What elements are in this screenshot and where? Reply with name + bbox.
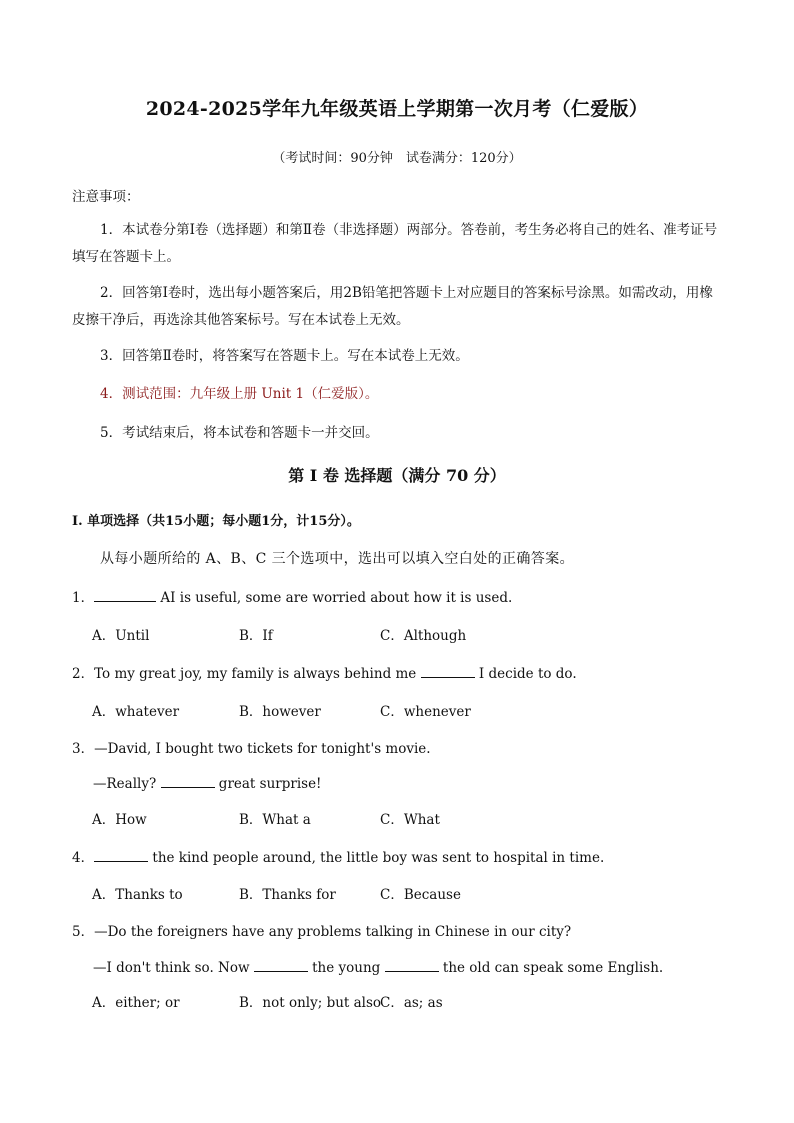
exam-title: 2024-2025学年九年级英语上学期第一次月考（仁爱版） (145, 98, 649, 120)
answer-blank (94, 847, 148, 862)
answer-blank (421, 663, 475, 678)
question-text: great surprise! (218, 776, 322, 792)
option-a: A．How (92, 812, 147, 828)
question-text: AI is useful, some are worried about how it is used. (160, 590, 513, 606)
answer-blank (385, 957, 439, 972)
exam-subtitle: （考试时间：90分钟 试卷满分：120分） (272, 151, 522, 166)
question-text: —Really? (93, 776, 157, 792)
answer-blank (94, 587, 156, 602)
part-heading: I. 单项选择（共15小题；每小题1分，计15分）。 (72, 514, 360, 529)
question-text: the old can speak some English. (442, 960, 664, 976)
answer-blank (161, 773, 215, 788)
option-b: B．not only; but also (239, 995, 382, 1011)
question-3-response (93, 773, 321, 792)
question-text: the kind people around, the little boy was sent to hospital in time. (152, 850, 605, 866)
notice-item-5: 5．考试结束后，将本试卷和答题卡一并交回。 (100, 425, 379, 441)
option-c: C．What (380, 812, 440, 828)
notice-item-3: 3．回答第Ⅱ卷时，将答案写在答题卡上。写在本试卷上无效。 (100, 348, 469, 364)
question-3: 3．—David, I bought two tickets for tonight's movie. (72, 741, 431, 757)
option-b: B．however (239, 704, 321, 720)
question-4 (72, 846, 604, 866)
option-a: A．whatever (92, 704, 180, 720)
option-c: C．Although (380, 628, 467, 644)
option-b: B．If (239, 628, 273, 644)
question-5: 5．—Do the foreigners have any problems talking in Chinese in our city? (72, 924, 572, 940)
question-text: the young (312, 960, 381, 976)
option-a: A．Until (92, 628, 150, 644)
answer-blank (254, 957, 308, 972)
section-title: 第 I 卷 选择题（满分 70 分） (288, 466, 506, 485)
option-c: C．whenever (380, 704, 471, 720)
notice-item-4: 4．测试范围：九年级上册 Unit 1（仁爱版）。 (100, 386, 379, 402)
option-b: B．Thanks for (239, 887, 336, 903)
part-instruction: 从每小题所给的 A、B、C 三个选项中，选出可以填入空白处的正确答案。 (100, 551, 575, 567)
notice-item-2: 2．回答第Ⅰ卷时，选出每小题答案后，用2B铅笔把答题卡上对应题目的答案标号涂黑。如需改动，用橡皮擦干净后，再选涂其他答案标号。写在本试卷上无效。 (72, 285, 713, 328)
notice-item-1: 1．本试卷分第Ⅰ卷（选择题）和第Ⅱ卷（非选择题）两部分。答卷前，考生务必将自己的姓名、准考证号填写在答题卡上。 (72, 222, 718, 265)
question-text: I decide to do. (478, 666, 577, 682)
option-b: B．What a (239, 812, 311, 828)
question-number: 1． (72, 590, 95, 606)
question-text: —I don't think so. Now (93, 960, 250, 976)
question-text: 2．To my great joy, my family is always behind me (72, 666, 417, 682)
option-c: C．Because (380, 887, 461, 903)
option-c: C．as; as (380, 995, 443, 1011)
question-1 (72, 586, 512, 606)
option-a: A．either; or (92, 995, 180, 1011)
notice-heading: 注意事项： (72, 189, 140, 205)
question-5-response (93, 957, 663, 976)
question-number: 4． (72, 850, 95, 866)
question-2 (72, 662, 577, 682)
option-a: A．Thanks to (92, 887, 183, 903)
